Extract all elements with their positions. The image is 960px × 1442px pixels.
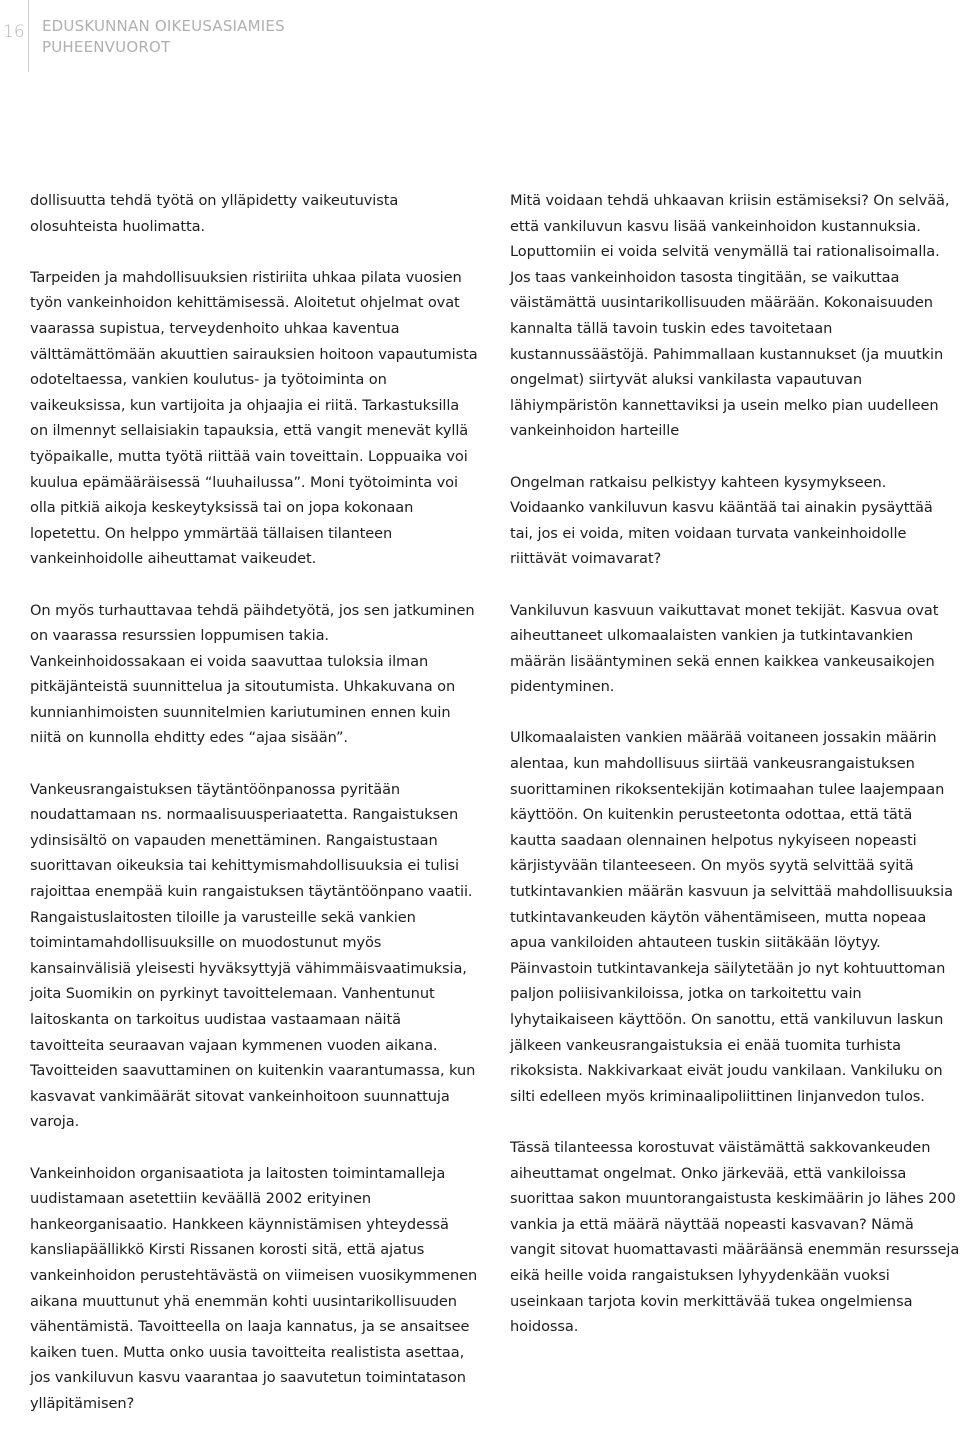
header-divider <box>28 0 29 72</box>
left-text-column <box>30 188 478 1442</box>
paragraph: On myös turhauttavaa tehdä päihdetyötä, jos sen jatkuminen on vaarassa resurssien loppumisen takia. Vankeinhoidossakaan ei voida saavuttaa tuloksia ilman pitkäjänteistä suunnittelua ja sitoutumista. Uhkakuvana on kunnianhimoisten suunnitelmien kariutuminen ennen kuin niitä on kunnolla ehditty edes “ajaa sisään”. <box>30 601 475 747</box>
paragraph: Vankeusrangaistuksen täytäntöönpanossa pyritään noudattamaan ns. normaalisuusperiaatetta. Rangaistuksen ydinsisältö on vapauden menettäminen. Rangaistustaan suorittavan oikeuksia tai kehittymismahdollisuuksia ei tulisi rajoittaa enempää kuin rangaistuksen täytäntöönpano vaatii. Rangaistuslaitosten tiloille ja varusteille sekä vankien toimintamahdollisuuksille on muodostunut myös kansainvälisiä yleisesti hyväksyttyjä vähimmäisvaatimuksia, joita Suomikin on pyrkinyt tavoittelemaan. Vanhentunut laitoskanta on tarkoitus uudistaa vastaamaan näitä tavoitteita seuraavan vajaan kymmenen vuoden aikana. Tavoitteiden saavuttaminen on kuitenkin vaarantumassa, kun kasvavat vankimäärät sitovat vankeinhoitoon suunnattuja varoja. <box>30 780 476 1131</box>
running-title-line-1: EDUSKUNNAN OIKEUSASIAMIES <box>42 17 285 35</box>
page-header <box>0 0 960 80</box>
paragraph: Vankiluvun kasvuun vaikuttavat monet tekijät. Kasvua ovat aiheuttaneet ulkomaalaisten vankien ja tutkintavankien määrän lisääntyminen sekä ennen kaikkea vankeusaikojen pidentyminen. <box>510 601 939 696</box>
running-title-line-2: PUHEENVUOROT <box>42 38 171 56</box>
running-title <box>42 16 285 58</box>
paragraph: Tarpeiden ja mahdollisuuksien ristiriita uhkaa pilata vuosien työn vankeinhoidon kehittämisessä. Aloitetut ohjelmat ovat vaarassa supistua, terveydenhoito uhkaa kaventua välttämättömään akuuttien sairauksien hoitoon vapautumista odoteltaessa, vankien koulutus- ja työtoiminta on vaikeuksissa, kun vartijoita ja ohjaajia ei riitä. Tarkastuksilla on ilmennyt sellaisiakin tapauksia, että vangit menevät kyllä työpaikalle, mutta työtä riittää vain toveittain. Loppuaika voi kuulua epämääräisessä “luuhailussa”. Moni työtoiminta voi olla pitkiä aikoja keskeytyksissä tai on jopa kokonaan lopetettu. On helppo ymmärtää tällaisen tilanteen vankeinhoidolle aiheuttamat vaikeudet. <box>30 268 478 568</box>
right-text-column <box>510 188 960 1365</box>
paragraph: Tässä tilanteessa korostuvat väistämättä sakkovankeuden aiheuttamat ongelmat. Onko järkevää, että vankiloissa suorittaa sakon muuntorangaistusta keskimäärin jo lähes 200 vankia ja että määrä näyttää nopeasti kasvavan? Nämä vangit sitovat huomattavasti määräänsä enemmän resursseja eikä heille voida rangaistuksen lyhyydenkään vuoksi useinkaan tarjota kovin merkittävää tukea ongelmiensa hoidossa. <box>510 1138 960 1336</box>
paragraph: Ulkomaalaisten vankien määrää voitaneen jossakin määrin alentaa, kun mahdollisuus siirtää vankeusrangaistuksen suorittaminen rikoksentekijän kotimaahan tulee laajempaan käyttöön. On kuitenkin perusteetonta odottaa, että tätä kautta saadaan olennainen helpotus nykyiseen nopeasti kärjistyvään tilanteeseen. On myös syytä selvittää syitä tutkintavankien määrän kasvuun ja selvittää mahdollisuuksia tutkintavankeuden käytön vähentämiseen, mutta nopeaa apua vankiloiden ahtauteen tuskin siitäkään löytyy. Päinvastoin tutkintavankeja säilytetään jo nyt kohtuuttoman paljon poliisivankiloissa, jotka on tarkoitettu vain lyhytaikaiseen käyttöön. On sanottu, että vankiluvun laskun jälkeen vankeusrangaistuksia ei enää tuomita turhista rikoksista. Nakkivarkaat eivät joudu vankilaan. Vankiluku on silti edelleen myös kriminaalipoliittinen linjanvedon tulos. <box>510 729 953 1105</box>
page-number: 16 <box>3 22 25 42</box>
paragraph: Ongelman ratkaisu pelkistyy kahteen kysymykseen. Voidaanko vankiluvun kasvu kääntää tai ainakin pysäyttää tai, jos ei voida, miten voidaan turvata vankeinhoidolle riittävät voimavarat? <box>510 473 933 568</box>
paragraph: dollisuutta tehdä työtä on ylläpidetty vaikeutuvista olosuhteista huolimatta. <box>30 192 399 235</box>
paragraph: Vankeinhoidon organisaatiota ja laitosten toimintamalleja uudistamaan asetettiin keväällä 2002 erityinen hankeorganisaatio. Hankkeen käynnistämisen yhteydessä kansliapäällikkö Kirsti Rissanen korosti sitä, että ajatus vankeinhoidon perustehtävästä on viimeisen vuosikymmenen aikana muuttunut yhä enemmän kohti uusintarikollisuuden vähentämistä. Tavoitteella on laaja kannatus, ja se ansaitsee kaiken tuen. Mutta onko uusia tavoitteita realistista asettaa, jos vankiluvun kasvu vaarantaa jo saavutetun toimintatason ylläpitämisen? <box>30 1164 478 1412</box>
paragraph: Mitä voidaan tehdä uhkaavan kriisin estämiseksi? On selvää, että vankiluvun kasvu lisää vankeinhoidon kustannuksia. Loputtomiin ei voida selvitä venymällä tai rationalisoimalla. Jos taas vankeinhoidon tasosta tingitään, se vaikuttaa väistämättä uusintarikollisuuden määrään. Kokonaisuuden kannalta tällä tavoin tuskin edes tavoitetaan kustannussäästöjä. Pahimmallaan kustannukset (ja muutkin ongelmat) siirtyvät aluksi vankilasta vapautuvan lähiympäristön kannettaviksi ja usein melko pian uudelleen vankeinhoidon harteille <box>510 192 950 440</box>
